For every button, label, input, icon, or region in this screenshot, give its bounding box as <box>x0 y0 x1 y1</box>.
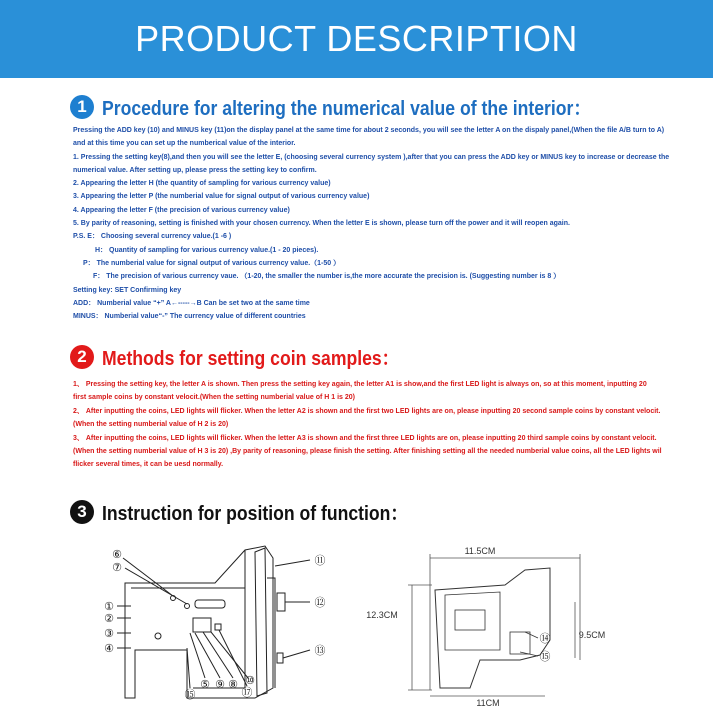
callout-4: ④ <box>104 643 114 655</box>
section1-line: Setting key: SET Confirming key <box>73 286 182 294</box>
callout-6: ⑥ <box>112 549 122 561</box>
section1-body <box>73 124 713 323</box>
section1-title: Procedure for altering the numerical value of the interior： <box>102 98 592 120</box>
dimension-left: 12.3CM <box>366 610 398 620</box>
callout-3: ③ <box>104 628 114 640</box>
section2-line: (When the setting numberial value of H 2 is 20) <box>73 421 229 429</box>
section1-line: 2. Appearing the letter H (the quantity of sampling for various currency value) <box>73 180 331 188</box>
section3-heading <box>70 497 450 526</box>
callout-5: ⑤ <box>200 679 210 691</box>
section1-line: H： Quantity of sampling for various currency value.(1 - 20 pieces). <box>95 246 319 254</box>
callout-10: ⑩ <box>245 675 255 687</box>
section1-line: Pressing the ADD key (10) and MINUS key (11)on the display panel at the same time for about 2 seconds, you will see the letter A on the dispaly panel,(When the file A/B turn to A) <box>73 127 665 134</box>
section2-number-badge: 2 <box>70 345 94 369</box>
section1-line: 4. Appearing the letter F (the precision of various currency value) <box>73 206 290 214</box>
dimension-bottom: 11CM <box>476 698 500 708</box>
section2-heading <box>70 342 440 371</box>
callout-9: ⑨ <box>215 679 225 691</box>
callout-8: ⑧ <box>228 679 238 691</box>
section1-line: 1. Pressing the setting key(8),and then you will see the letter E, (choosing several currency system ),after that you can press the ADD key or MINUS key to increase or decrease the <box>73 153 670 161</box>
callout-13: ⑬ <box>314 645 326 657</box>
section1-line: 5. By parity of reasoning, setting is finished with your chosen currency. When the letter E is shown, please turn off the power and it will reopen again. <box>73 220 570 228</box>
section2-body <box>73 378 713 472</box>
header-banner <box>0 0 713 78</box>
callout-17: ⑰ <box>241 687 253 699</box>
section2-line: 2、 After inputting the coins, LED lights will flicker. When the letter A2 is shown and the first two LED lights are on, please inputting 20 second sample coins by constant velocit. <box>73 407 661 415</box>
section1-line: F： The precision of various currency vaue. （1-20, the smaller the number is,the more accurate the precision is. (Suggesting number is 8 ） <box>93 273 561 281</box>
section2-line: 1、 Pressing the setting key, the letter A is shown. Then press the setting key again, the letter A1 is show,and the first LED light is always on, so at this moment, inputting 20 <box>73 381 647 388</box>
section1-heading <box>70 92 658 121</box>
section1-line: ADD： Numberial value “+” A←-----→B Can be set two at the same time <box>73 299 310 307</box>
section1-line: 3. Appearing the letter P (the numberial value for signal output of various currency value) <box>73 193 370 201</box>
callout-14: ⑭ <box>539 633 551 645</box>
section1-line: P.S. E： Choosing several currency value.(1 -6 ) <box>73 233 232 241</box>
section1-line: P： The numberial value for signal output of various currency value.（1-50 ） <box>83 259 341 267</box>
section1-line: MINUS： Numberial value“-” The currency value of different countries <box>73 313 306 321</box>
section1-line: numerical value. After setting up, please press the setting key to confirm. <box>73 166 317 174</box>
section1-number-badge: 1 <box>70 95 94 119</box>
callout-1: ① <box>104 601 114 613</box>
callout-15-right: ⑮ <box>539 651 551 663</box>
page-title: PRODUCT DESCRIPTION <box>135 18 578 59</box>
section3-number-badge: 3 <box>70 500 94 524</box>
section2-title: Methods for setting coin samples： <box>102 348 400 370</box>
section2-line: (When the setting numberial value of H 3 is 20) ,By parity of reasoning, please finish the setting. After finishing setting all the needed numberial value coins, all the LED lights wil <box>73 448 662 456</box>
callout-12: ⑫ <box>314 597 326 609</box>
section1-line: and at this time you can set up the numberical value of the interior. <box>73 140 296 148</box>
section3-title: Instruction for position of function： <box>102 503 409 525</box>
section2-line: flicker several times, it can be uesd normally. <box>73 461 224 469</box>
section2-line: first sample coins by constant velocit.(When the setting numberial value of H 1 is 20) <box>73 394 356 402</box>
callout-7: ⑦ <box>112 562 122 574</box>
section2-line: 3、 After inputting the coins, LED lights will flicker. When the letter A3 is shown and the first three LED lights are on, please inputting 20 third sample coins by constant velocit. <box>73 434 657 442</box>
callout-2: ② <box>104 613 114 625</box>
dimension-diagram <box>360 540 620 710</box>
function-position-diagram <box>95 538 355 710</box>
dimension-right: 9.5CM <box>578 630 606 640</box>
callout-11: ⑪ <box>314 555 326 567</box>
dimension-top: 11.5CM <box>464 546 496 556</box>
callout-15: ⑮ <box>184 689 196 701</box>
